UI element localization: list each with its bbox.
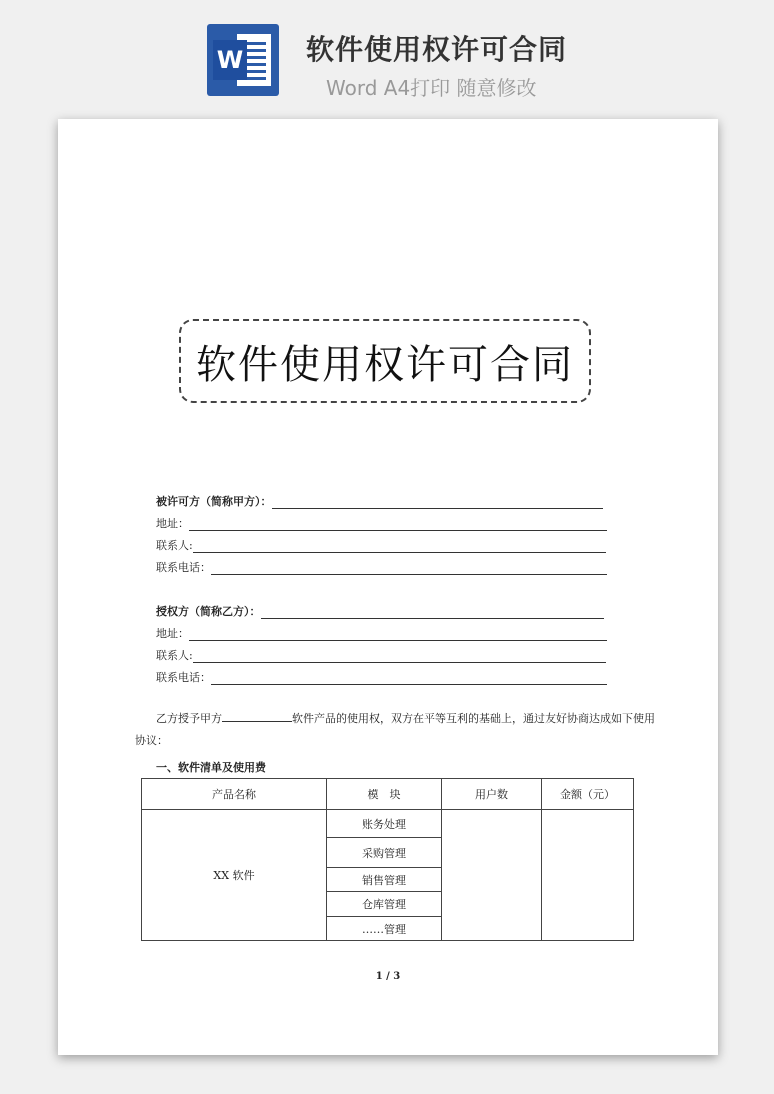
party-a-address-label: 地址：: [156, 517, 189, 530]
header-product: 产品名称: [142, 779, 327, 810]
party-b-address-field[interactable]: [156, 625, 607, 641]
header-module: 模 块: [327, 779, 442, 810]
party-b-label: 授权方（简称乙方）：: [156, 605, 261, 618]
party-a-phone-label: 联系电话：: [156, 561, 211, 574]
users-cell[interactable]: [442, 810, 542, 941]
product-cell: XX 软件: [142, 810, 327, 941]
party-b-input-line[interactable]: [261, 606, 604, 619]
software-name-blank[interactable]: [222, 710, 292, 722]
module-cell: 销售管理: [327, 868, 442, 892]
party-b-phone-field[interactable]: [156, 669, 607, 685]
header-amount: 金额（元）: [542, 779, 634, 810]
party-b-address-line[interactable]: [189, 628, 607, 641]
table-header-row: [142, 779, 634, 810]
party-b-contact-line[interactable]: [193, 650, 606, 663]
party-a-phone-field[interactable]: [156, 559, 607, 575]
party-a-contact-label: 联系人:: [156, 539, 193, 552]
word-letter: W: [213, 40, 247, 80]
header-users: 用户数: [442, 779, 542, 810]
module-cell: 仓库管理: [327, 892, 442, 917]
party-a-address-field[interactable]: [156, 515, 607, 531]
party-b-field[interactable]: [156, 603, 604, 619]
intro-post: 软件产品的使用权，双方在平等互利的基础上，通过友好协商达成如下使用协议：: [135, 712, 655, 747]
party-a-address-line[interactable]: [189, 518, 607, 531]
party-b-phone-line[interactable]: [211, 672, 607, 685]
module-cell: ……管理: [327, 917, 442, 941]
document-page: [58, 119, 718, 1055]
table-row: [142, 810, 634, 838]
document-title-box: [179, 319, 591, 403]
module-cell: 采购管理: [327, 838, 442, 868]
word-icon: [207, 24, 279, 96]
amount-cell[interactable]: [542, 810, 634, 941]
party-a-contact-field[interactable]: [156, 537, 606, 553]
page-number: 1 / 3: [375, 971, 401, 982]
party-b-contact-field[interactable]: [156, 647, 606, 663]
header-title: 软件使用权许可合同: [306, 33, 568, 66]
party-b-phone-label: 联系电话：: [156, 671, 211, 684]
party-a-phone-line[interactable]: [211, 562, 607, 575]
header-subtitle: Word A4打印 随意修改: [326, 76, 537, 100]
party-a-contact-line[interactable]: [193, 540, 606, 553]
intro-pre: 乙方授予甲方: [156, 712, 222, 725]
header: [0, 0, 774, 110]
section-1-heading: 一、软件清单及使用费: [156, 761, 266, 774]
party-a-input-line[interactable]: [272, 496, 603, 509]
party-b-address-label: 地址：: [156, 627, 189, 640]
intro-paragraph: [135, 708, 655, 752]
document-title: 软件使用权许可合同: [196, 341, 574, 388]
party-b-contact-label: 联系人:: [156, 649, 193, 662]
module-cell: 账务处理: [327, 810, 442, 838]
software-table: [141, 778, 634, 941]
party-a-field[interactable]: [156, 493, 603, 509]
party-a-label: 被许可方（简称甲方）：: [156, 495, 272, 508]
